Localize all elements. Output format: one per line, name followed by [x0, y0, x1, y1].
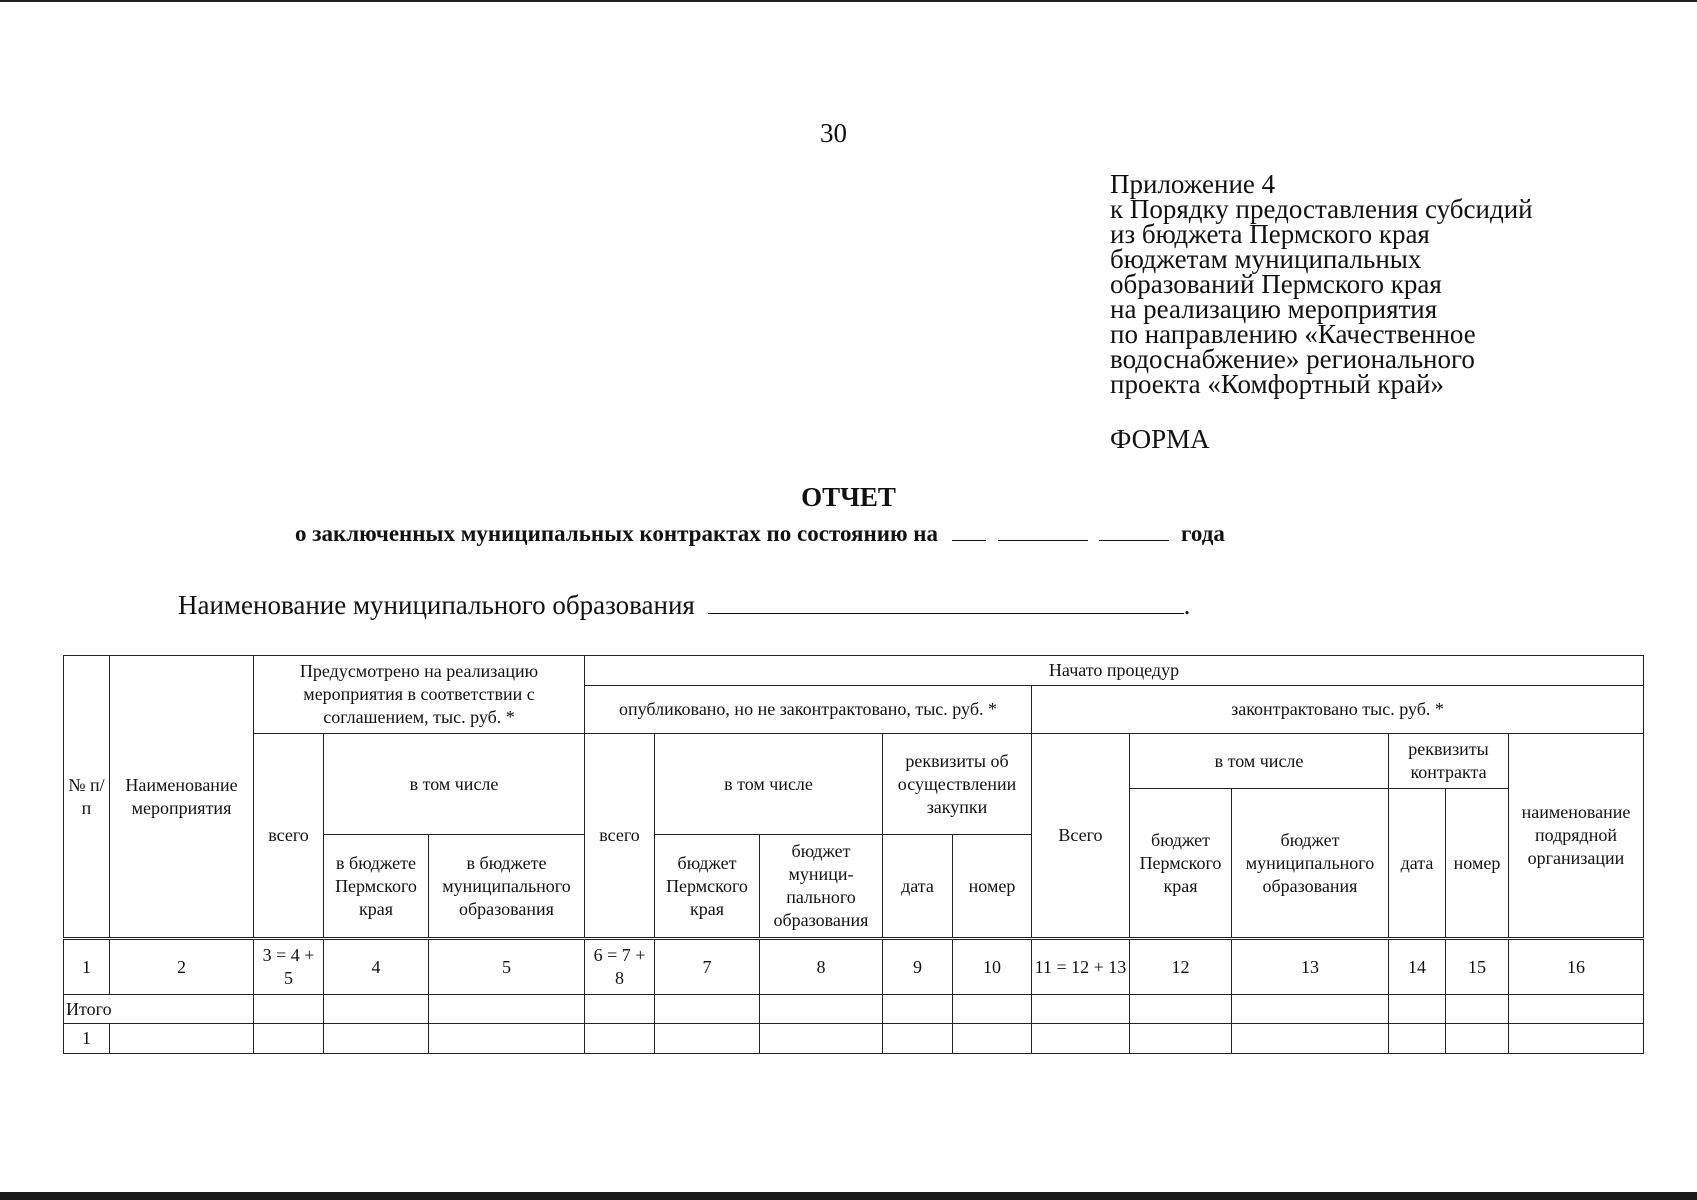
- table-cell: [655, 995, 760, 1024]
- header-contracted-perm-budget: бюджет Пермского края: [1130, 789, 1232, 939]
- header-num: № п/п: [64, 656, 110, 939]
- appendix-line: к Порядку предоставления субсидий: [1110, 194, 1533, 224]
- header-contracted-total: Всего: [1032, 734, 1130, 939]
- column-number: 12: [1130, 939, 1232, 995]
- day-blank: [952, 520, 986, 541]
- total-row-label: Итого: [64, 995, 254, 1024]
- page-number: 30: [820, 118, 847, 148]
- header-published-including: в том числе: [655, 734, 883, 835]
- header-contract-date: дата: [1389, 789, 1446, 939]
- column-number: 3 = 4 + 5: [254, 939, 324, 995]
- header-contract-number: номер: [1446, 789, 1509, 939]
- total-row: [64, 995, 1644, 1024]
- report-subtitle-suffix: года: [1181, 521, 1225, 546]
- table-cell: [585, 995, 655, 1024]
- table-cell: [1446, 1024, 1509, 1054]
- appendix-line: Приложение 4: [1110, 169, 1276, 199]
- column-number: 8: [760, 939, 883, 995]
- header-published: опубликовано, но не законтрактовано, тыс. руб. *: [585, 686, 1032, 734]
- page-top-edge: [0, 0, 1697, 2]
- appendix-line: водоснабжение» регионального: [1110, 344, 1475, 374]
- header-event-name: Наименование мероприятия: [110, 656, 254, 939]
- table-cell: [1446, 995, 1509, 1024]
- year-blank: [1099, 520, 1169, 541]
- header-published-total: всего: [585, 734, 655, 939]
- column-number: 16: [1509, 939, 1644, 995]
- header-contractor-name: наименование подрядной организации: [1509, 734, 1644, 939]
- header-published-perm-budget: бюджет Пермского края: [655, 835, 760, 939]
- table-cell: [953, 1024, 1032, 1054]
- month-blank: [998, 520, 1088, 541]
- table-cell: [429, 995, 585, 1024]
- column-number: 2: [110, 939, 254, 995]
- table-cell: [254, 995, 324, 1024]
- header-contracted: законтрактовано тыс. руб. *: [1032, 686, 1644, 734]
- header-planned-total: всего: [254, 734, 324, 939]
- header-planned-including: в том числе: [324, 734, 585, 835]
- column-number: 11 = 12 + 13: [1032, 939, 1130, 995]
- table-cell: [655, 1024, 760, 1054]
- table-cell: [883, 1024, 953, 1054]
- table-row: [64, 1024, 1644, 1054]
- appendix-line: из бюджета Пермского края: [1110, 219, 1430, 249]
- report-title: ОТЧЕТ: [801, 482, 896, 512]
- table-cell: [1509, 1024, 1644, 1054]
- column-number: 5: [429, 939, 585, 995]
- report-table: [63, 655, 1644, 1054]
- header-planned-municipal-budget: в бюджете муниципального образования: [429, 835, 585, 939]
- appendix-block: [1110, 169, 1533, 399]
- header-planned: Предусмотрено на реализацию мероприятия в соответствии с соглашением, тыс. руб. *: [254, 656, 585, 734]
- header-procurement-number: номер: [953, 835, 1032, 939]
- table-cell: [1509, 995, 1644, 1024]
- table-cell: [1232, 995, 1389, 1024]
- table-cell: [1130, 995, 1232, 1024]
- report-subtitle: [295, 520, 1225, 548]
- column-number: 14: [1389, 939, 1446, 995]
- appendix-line: образований Пермского края: [1110, 269, 1442, 299]
- table-cell: [254, 1024, 324, 1054]
- header-started: Начато процедур: [585, 656, 1644, 686]
- header-procurement-details: реквизиты об осуществлении закупки: [883, 734, 1032, 835]
- report-subtitle-text: о заключенных муниципальных контрактах по состоянию на: [295, 521, 939, 546]
- table-cell: [1232, 1024, 1389, 1054]
- table-cell: [1032, 1024, 1130, 1054]
- table-cell: [1130, 1024, 1232, 1054]
- table-cell: [953, 995, 1032, 1024]
- page-bottom-edge: [0, 1192, 1697, 1200]
- appendix-line: бюджетам муниципальных: [1110, 244, 1422, 274]
- table-cell: [585, 1024, 655, 1054]
- municipality-label: Наименование муниципального образования: [178, 590, 695, 620]
- form-label: ФОРМА: [1110, 424, 1210, 454]
- appendix-line: на реализацию мероприятия: [1110, 294, 1438, 324]
- table-cell: [1389, 1024, 1446, 1054]
- header-planned-perm-budget: в бюджете Пермского края: [324, 835, 429, 939]
- header-contracted-municipal-budget: бюджет муниципального образования: [1232, 789, 1389, 939]
- appendix-line: по направлению «Качественное: [1110, 319, 1476, 349]
- table-cell: [324, 995, 429, 1024]
- table-cell: [429, 1024, 585, 1054]
- table-cell: [760, 1024, 883, 1054]
- column-number: 13: [1232, 939, 1389, 995]
- column-number: 10: [953, 939, 1032, 995]
- row-number: 1: [64, 1024, 110, 1054]
- column-number: 1: [64, 939, 110, 995]
- table-cell: [1389, 995, 1446, 1024]
- table-cell: [760, 995, 883, 1024]
- table-cell: [110, 1024, 254, 1054]
- column-number: 6 = 7 + 8: [585, 939, 655, 995]
- table-cell: [324, 1024, 429, 1054]
- header-procurement-date: дата: [883, 835, 953, 939]
- municipality-line: [178, 590, 1190, 620]
- table-cell: [883, 995, 953, 1024]
- header-contracted-including: в том числе: [1130, 734, 1389, 789]
- header-published-municipal-budget: бюджет муници-пального образования: [760, 835, 883, 939]
- appendix-line: проекта «Комфортный край»: [1110, 369, 1444, 399]
- column-number: 4: [324, 939, 429, 995]
- municipality-blank: [708, 591, 1184, 614]
- header-contract-details: реквизиты контракта: [1389, 734, 1509, 789]
- column-number: 9: [883, 939, 953, 995]
- municipality-end: .: [1183, 590, 1191, 620]
- column-number: 7: [655, 939, 760, 995]
- column-number: 15: [1446, 939, 1509, 995]
- table-cell: [1032, 995, 1130, 1024]
